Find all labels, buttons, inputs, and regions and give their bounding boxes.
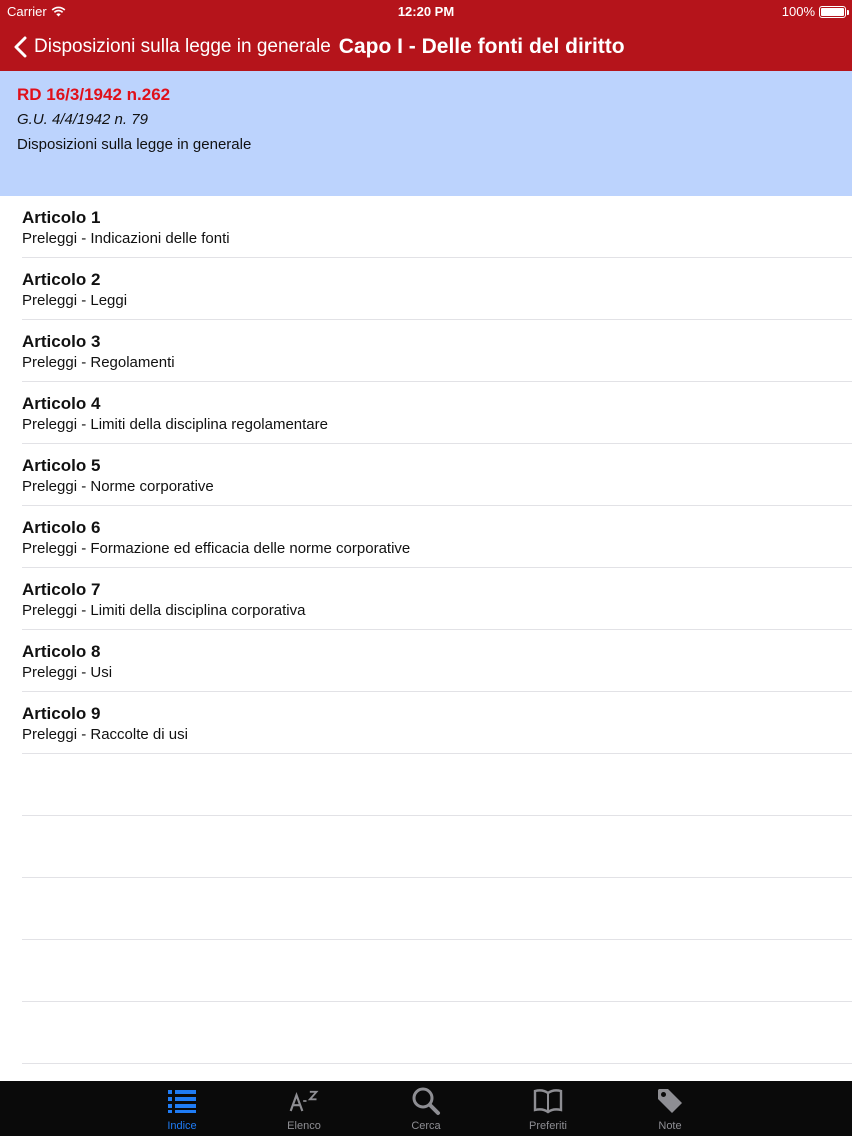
page-title: Capo I - Delle fonti del diritto [338,35,625,58]
tag-icon [656,1087,684,1115]
tab-note[interactable] [609,1081,731,1136]
article-subtitle: Preleggi - Raccolte di usi [22,726,188,743]
decree-reference: RD 16/3/1942 n.262 [17,85,171,104]
empty-row [22,1002,852,1064]
empty-row [22,878,852,940]
article-row[interactable] [22,196,852,258]
article-title: Articolo 5 [22,456,101,475]
law-header [0,71,852,196]
carrier-label: Carrier [7,4,47,19]
battery-percent: 100% [781,4,815,19]
article-row[interactable] [22,320,852,382]
law-description: Disposizioni sulla legge in generale [17,136,252,153]
tab-bar [0,1081,852,1136]
status-bar [0,0,852,24]
tab-cerca-label: Cerca [411,1120,441,1132]
article-title: Articolo 1 [22,208,101,227]
back-button[interactable] [0,36,331,58]
article-row[interactable] [22,630,852,692]
article-subtitle: Preleggi - Regolamenti [22,354,175,371]
article-row[interactable] [22,692,852,754]
tab-indice[interactable] [121,1081,243,1136]
empty-row [22,816,852,878]
tab-indice-label: Indice [167,1120,197,1132]
tab-preferiti[interactable] [487,1081,609,1136]
empty-row [22,754,852,816]
article-title: Articolo 9 [22,704,101,723]
tab-note-label: Note [658,1120,682,1132]
article-subtitle: Preleggi - Usi [22,664,113,681]
a-z-icon [289,1087,319,1115]
article-subtitle: Preleggi - Formazione ed efficacia delle norme corporative [22,540,411,557]
clock: 12:20 PM [397,4,455,19]
battery-indicator [782,4,846,19]
article-list [0,196,852,1082]
gazette-reference: G.U. 4/4/1942 n. 79 [17,111,148,128]
article-row[interactable] [22,382,852,444]
battery-icon [819,6,846,18]
article-title: Articolo 3 [22,332,101,351]
article-row[interactable] [22,258,852,320]
article-row[interactable] [22,568,852,630]
article-title: Articolo 7 [22,580,101,599]
article-title: Articolo 4 [22,394,101,413]
list-icon [167,1088,197,1114]
article-subtitle: Preleggi - Leggi [22,292,128,309]
article-title: Articolo 2 [22,270,101,289]
chevron-left-icon [12,36,28,58]
article-title: Articolo 6 [22,518,101,537]
book-icon [533,1088,563,1114]
article-row[interactable] [22,444,852,506]
navigation-bar [0,0,852,71]
back-button-label: Disposizioni sulla legge in generale [34,36,331,57]
article-row[interactable] [22,506,852,568]
tab-preferiti-label: Preferiti [529,1120,567,1132]
article-subtitle: Preleggi - Limiti della disciplina regolamentare [22,416,328,433]
article-subtitle: Preleggi - Limiti della disciplina corporativa [22,602,306,619]
search-icon [411,1086,441,1116]
article-subtitle: Preleggi - Indicazioni delle fonti [22,230,230,247]
empty-row [22,940,852,1002]
tab-elenco[interactable] [243,1081,365,1136]
article-title: Articolo 8 [22,642,101,661]
tab-cerca[interactable] [365,1081,487,1136]
tab-elenco-label: Elenco [287,1120,321,1132]
article-subtitle: Preleggi - Norme corporative [22,478,214,495]
